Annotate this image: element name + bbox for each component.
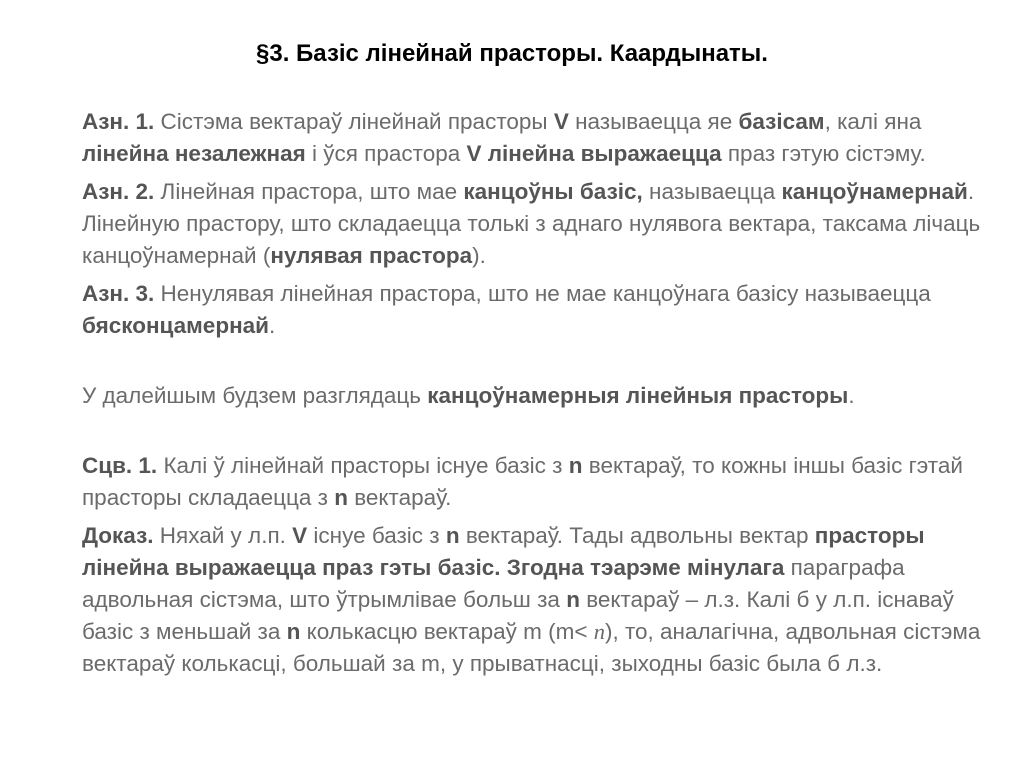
statement-1 [54,450,984,514]
less-than-symbol: < [574,619,594,644]
definition-label: Азн. 3. [82,281,155,306]
text-span: існуе базіс з [307,523,446,548]
text-span: называецца яе [568,109,739,134]
term-infinite-dimensional: бясконцамернай [82,313,269,338]
term-n: n [568,453,583,478]
text-span: Сістэма вектараў лінейнай прасторы [154,109,554,134]
math-n: n [593,619,605,644]
text-span: параграфа адвольная сістэма, што ўтрымлівае больш за [82,555,905,612]
text-span: У далейшым будзем разглядаць [82,383,428,408]
term-v: V [553,109,569,134]
text-span: вектараў – л.з. Калі б у л.п. існаваў базіс з меньшай за [82,587,954,644]
text-span: . [269,313,276,338]
proof-paragraph [54,520,984,680]
text-span: Ненулявая лінейная прастора, што не мае канцоўнага базісу называецца [154,281,931,306]
text-span: вектараў. [347,485,452,510]
definition-label: Азн. 1. [82,109,155,134]
text-span: . Лінейную прастору, што складаецца толькі з аднаго нулявога вектара, таксама лічаць канцоўнамернай ( [82,179,981,268]
text-span: вектараў. Тады адвольны вектар [459,523,815,548]
term-v: V [292,523,308,548]
document-body [54,106,984,680]
definition-3 [54,278,984,342]
term-n: n [334,485,348,510]
term-finite-dimensional: канцоўнамернай [781,179,968,204]
note-paragraph [54,380,984,412]
term-v: V [466,141,482,166]
definition-label: Азн. 2. [82,179,155,204]
text-span: называецца [642,179,782,204]
term-n: n [566,587,580,612]
term-linear-independent: лінейна незалежная [82,141,306,166]
page-title: §3. Базіс лінейнай прасторы. Каардынаты. [256,40,768,67]
text-span: Лінейная прастора, што мае [154,179,464,204]
text-span: . [848,383,855,408]
text-span: ). [472,243,486,268]
term-basis: базісам [738,109,825,134]
definition-1 [54,106,984,170]
term-linearly-expressed: лінейна выражаецца [481,141,722,166]
text-span: , калі яна [824,109,922,134]
statement-label: Сцв. 1. [82,453,158,478]
proof-label: Доказ. [82,523,154,548]
text-span: вектараў, то кожны іншы базіс гэтай прасторы складаецца з [82,453,963,510]
text-span: Калі ў лінейнай прасторы існуе базіс з [157,453,569,478]
term-finite-basis: канцоўны базіс, [463,179,643,204]
text-span: праз гэтую сістэму. [721,141,926,166]
text-span: колькасцю вектараў m (m [300,619,575,644]
text-span: і ўся прастора [305,141,467,166]
bold-proof-line: прасторы лінейна выражаецца праз гэты базіс. Згодна тэарэме мінулага [82,523,925,580]
definition-2 [54,176,984,272]
term-n: n [286,619,301,644]
text-span: Няхай у л.п. [153,523,293,548]
term-n: n [445,523,460,548]
term-zero-space: нулявая прастора [270,243,473,268]
text-span: ), то, аналагічна, адвольная сістэма вектараў колькасці, большай за m, у прыватнасці, зыходны базіс была б л.з. [82,619,981,676]
term-finite-spaces: канцоўнамерныя лінейныя прасторы [427,383,849,408]
